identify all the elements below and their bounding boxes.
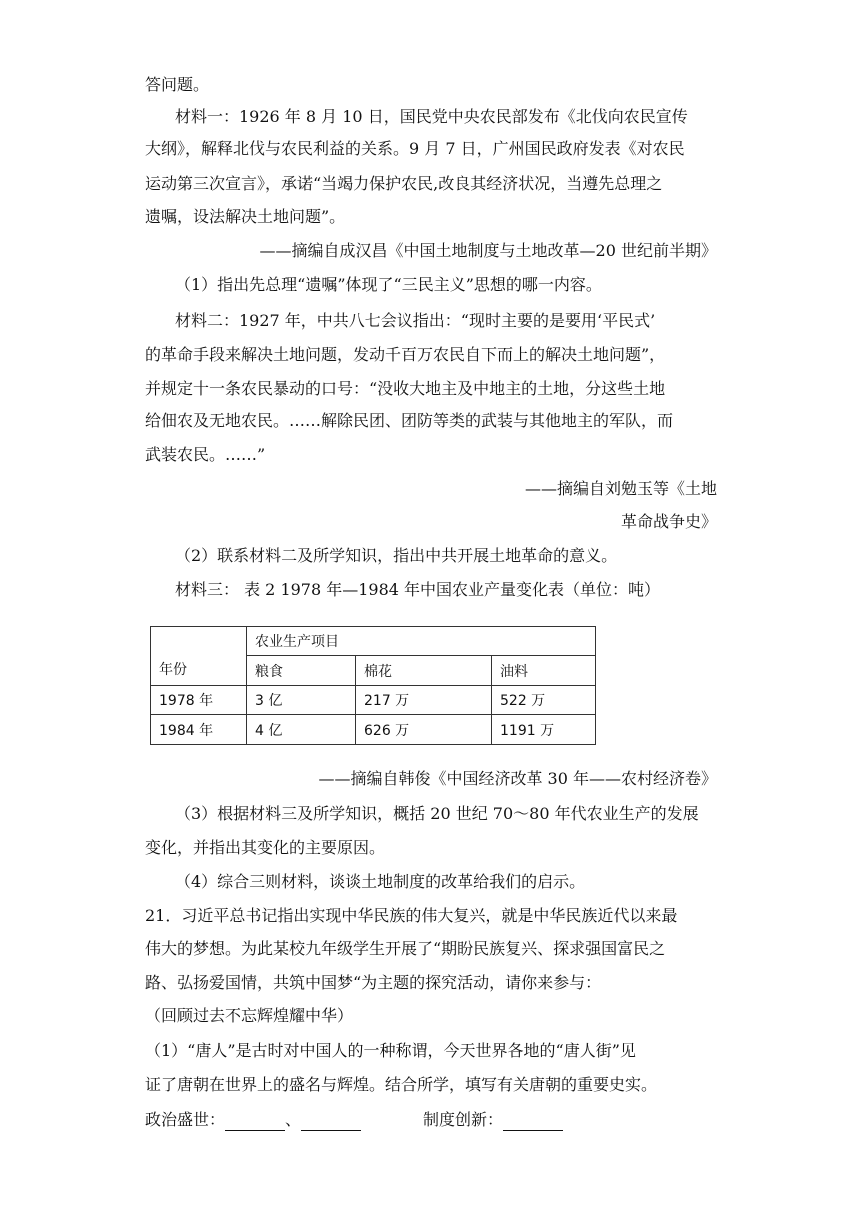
question-1: （1）指出先总理“遗嘱”体现了“三民主义”思想的哪一内容。 xyxy=(175,275,602,294)
source-citation: ——摘编自成汉昌《中国土地制度与土地改革—20 世纪前半期》 xyxy=(259,241,717,260)
source-citation: 革命战争史》 xyxy=(620,512,717,531)
table-cell: 626 万 xyxy=(356,715,492,745)
question-4: （4）综合三则材料，谈谈土地制度的改革给我们的启示。 xyxy=(175,872,586,891)
table-cell-year: 1978 年 xyxy=(151,686,247,715)
material-two-line: 材料二：1927 年，中共八七会议指出：“现时主要的是要用‘平民式’ xyxy=(175,311,656,330)
material-three-caption: 材料三： 表 2 1978 年—1984 年中国农业产量变化表（单位：吨） xyxy=(175,580,661,599)
question-2: （2）联系材料二及所学知识，指出中共开展土地革命的意义。 xyxy=(175,546,618,565)
text-line: 并规定十一条农民暴动的口号：“没收大地主及中地主的土地，分这些土地 xyxy=(145,379,666,398)
system-label: 制度创新： xyxy=(423,1110,504,1129)
text-line: 的革命手段来解决土地问题，发动千百万农民自下而上的解决土地问题”， xyxy=(145,345,666,364)
source-citation: ——摘编自刘勉玉等《土地 xyxy=(524,479,717,498)
text-line: 伟大的梦想。为此某校九年级学生开展了“期盼民族复兴、探求强国富民之 xyxy=(145,939,666,958)
question-21: 21．习近平总书记指出实现中华民族的伟大复兴，就是中华民族近代以来最 xyxy=(145,906,678,925)
answer-blank-3[interactable] xyxy=(503,1112,563,1131)
text-line: 证了唐朝在世界上的盛名与辉煌。结合所学，填写有关唐朝的重要史实。 xyxy=(145,1075,658,1094)
text-line: 给佃农及无地农民。……解除民团、团防等类的武装与其他地主的军队，而 xyxy=(145,411,674,430)
text-line: 变化，并指出其变化的主要原因。 xyxy=(145,838,386,857)
text-line: 大纲》，解释北伐与农民利益的关系。9 月 7 日，广州国民政府发表《对农民 xyxy=(145,139,685,158)
table-cell: 217 万 xyxy=(356,686,492,715)
source-citation: ——摘编自韩俊《中国经济改革 30 年——农村经济卷》 xyxy=(318,769,717,788)
table-cell: 522 万 xyxy=(492,686,596,715)
text-line: 遗嘱，设法解决土地问题”。 xyxy=(145,207,346,226)
section-heading: （回顾过去不忘辉煌耀中华） xyxy=(145,1006,354,1025)
table-cell: 1191 万 xyxy=(492,715,596,745)
table-row xyxy=(151,715,596,745)
text-line: 武装农民。……” xyxy=(145,445,266,464)
answer-blank-2[interactable] xyxy=(301,1112,361,1131)
table-cell: 4 亿 xyxy=(247,715,356,745)
fill-in-line xyxy=(145,1109,720,1131)
text-line: 路、弘扬爱国情，共筑中国梦“为主题的探究活动，请你来参与： xyxy=(145,973,602,992)
question-3: （3）根据材料三及所学知识，概括 20 世纪 70～80 年代农业生产的发展 xyxy=(175,804,699,823)
table-header-group: 农业生产项目 xyxy=(247,627,596,656)
table-row xyxy=(151,686,596,715)
separator: 、 xyxy=(285,1110,302,1129)
table-cell: 3 亿 xyxy=(247,686,356,715)
material-one-line: 材料一：1926 年 8 月 10 日，国民党中央农民部发布《北伐向农民宣传 xyxy=(175,107,688,126)
question-21-1: （1）“唐人”是古时对中国人的一种称谓，今天世界各地的“唐人街”见 xyxy=(145,1041,636,1060)
table-header-oil: 油料 xyxy=(492,656,596,686)
answer-blank-1[interactable] xyxy=(225,1112,285,1131)
table-header-cotton: 棉花 xyxy=(356,656,492,686)
agriculture-output-table xyxy=(150,626,596,745)
table-header-year: 年份 xyxy=(151,627,247,686)
table-header-grain: 粮食 xyxy=(247,656,356,686)
text-line: 答问题。 xyxy=(145,75,210,94)
text-line: 运动第三次宣言》，承诺“当竭力保护农民,改良其经济状况，当遵先总理之 xyxy=(145,174,663,193)
table-cell-year: 1984 年 xyxy=(151,715,247,745)
politics-label: 政治盛世： xyxy=(145,1110,226,1129)
